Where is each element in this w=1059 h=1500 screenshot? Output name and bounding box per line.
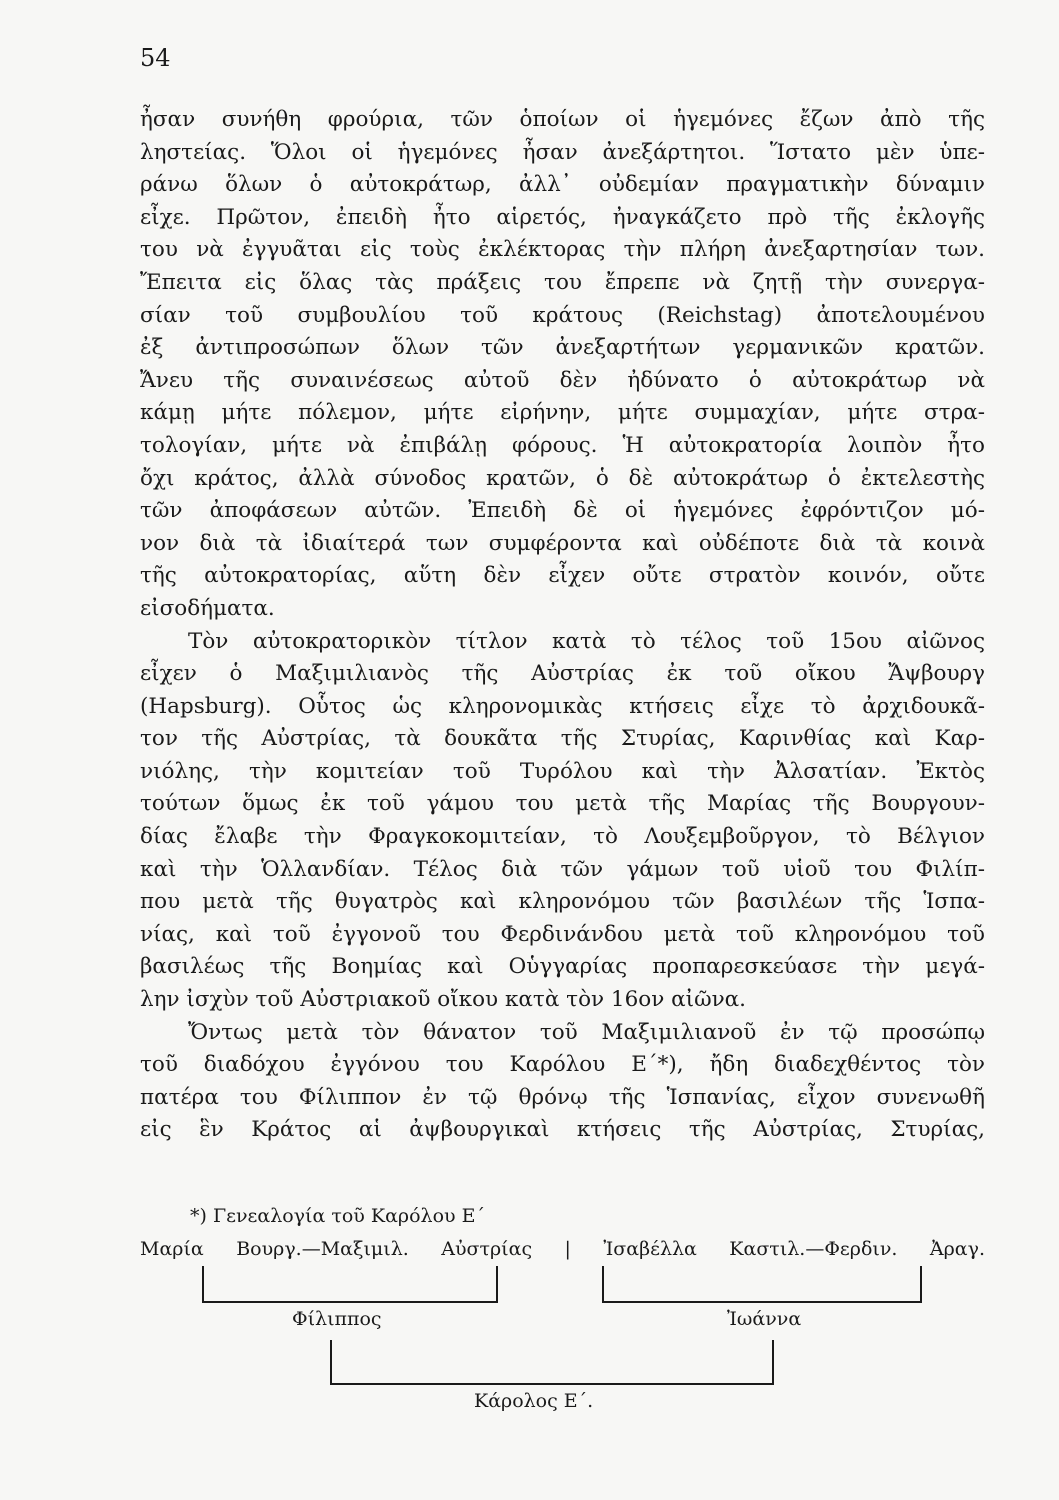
text-line: πατέρα του Φίλιππον ἐν τῷ θρόνῳ τῆς Ἱσπανίας, εἶχον συνενωθῆ	[140, 1084, 985, 1110]
tree-connector	[330, 1383, 774, 1385]
text-line: τολογίαν, μήτε νὰ ἐπιβάλῃ φόρους. Ἡ αὐτοκρατορία λοιπὸν ἦτο	[140, 432, 985, 458]
text-line: (Hapsburg). Οὗτος ὡς κληρονομικὰς κτήσεις εἶχε τὸ ἀρχιδουκᾶ-	[140, 693, 985, 719]
text-line: τούτων ὅμως ἐκ τοῦ γάμου του μετὰ τῆς Μαρίας τῆς Βουργουν-	[140, 791, 985, 817]
text-line: νίας, καὶ τοῦ ἐγγονοῦ του Φερδινάνδου μετὰ τοῦ κληρονόμου τοῦ	[140, 921, 985, 947]
tree-connector	[602, 1266, 604, 1302]
text-line: λην ἰσχὺν τοῦ Αὐστριακοῦ οἴκου κατὰ τὸν 16ον αἰῶνα.	[140, 987, 747, 1013]
text-line: ὄχι κράτος, ἀλλὰ σύνοδος κρατῶν, ὁ δὲ αὐτοκράτωρ ὁ ἐκτελεστὴς	[140, 465, 985, 491]
tree-connector	[772, 1340, 774, 1384]
text-line: τον τῆς Αὐστρίας, τὰ δουκᾶτα τῆς Στυρίας, Καρινθίας καὶ Καρ-	[140, 726, 985, 752]
text-line: τοῦ διαδόχου ἐγγόνου του Καρόλου Ε΄*), ἤδη διαδεχθέντος τὸν	[140, 1052, 985, 1078]
tree-connector	[202, 1266, 204, 1302]
genealogy-child-philip: Φίλιππος	[292, 1308, 382, 1330]
genealogy-grandchild-charles-v: Κάρολος Ε΄.	[474, 1390, 594, 1412]
tree-connector	[920, 1266, 922, 1302]
genealogy-child-joanna: Ἰωάννα	[727, 1308, 802, 1330]
text-line: βασιλέως τῆς Βοημίας καὶ Οὑγγαρίας προπαρεσκεύασε τὴν μεγά-	[140, 954, 985, 980]
text-line: Ἄνευ τῆς συναινέσεως αὐτοῦ δὲν ἠδύνατο ὁ αὐτοκράτωρ νὰ	[140, 367, 985, 393]
page-number: 54	[140, 44, 171, 72]
tree-connector	[602, 1301, 922, 1303]
footnote-heading: *) Γενεαλογία τοῦ Καρόλου Ε΄	[190, 1205, 485, 1227]
text-line: εἰσοδήματα.	[140, 595, 275, 621]
text-line: ἐξ ἀντιπροσώπων ὅλων τῶν ἀνεξαρτήτων γερμανικῶν κρατῶν.	[140, 335, 985, 361]
text-line: εἰς ἓν Κράτος αἱ ἀψβουργικαὶ κτήσεις τῆς Αὐστρίας, Στυρίας,	[140, 1117, 985, 1143]
text-line: Τὸν αὐτοκρατορικὸν τίτλον κατὰ τὸ τέλος τοῦ 15ου αἰῶνος	[188, 628, 985, 654]
text-line: κάμῃ μήτε πόλεμον, μήτε εἰρήνην, μήτε συμμαχίαν, μήτε στρα-	[140, 400, 985, 426]
tree-connector	[496, 1266, 498, 1302]
text-line: καὶ τὴν Ὁλλανδίαν. Τέλος διὰ τῶν γάμων τοῦ υἱοῦ του Φιλίπ-	[140, 856, 985, 882]
genealogy-parents-line: Μαρία Βουργ.—Μαξιμιλ. Αὐστρίας | Ἰσαβέλλα Καστιλ.—Φερδιν. Ἀραγ.	[140, 1238, 985, 1260]
text-line: νον διὰ τὰ ἰδιαίτερά των συμφέροντα καὶ οὐδέποτε διὰ τὰ κοινὰ	[140, 530, 985, 556]
text-line: νιόλης, τὴν κομιτείαν τοῦ Τυρόλου καὶ τὴν Ἀλσατίαν. Ἐκτὸς	[140, 758, 985, 784]
text-line: Ὄντως μετὰ τὸν θάνατον τοῦ Μαξιμιλιανοῦ ἐν τῷ προσώπῳ	[188, 1019, 985, 1045]
text-line: δίας ἔλαβε τὴν Φραγκοκομιτείαν, τὸ Λουξεμβοῦργον, τὸ Βέλγιον	[140, 824, 985, 850]
text-line: σίαν τοῦ συμβουλίου τοῦ κράτους (Reichstag) ἀποτελουμένου	[140, 302, 985, 328]
text-line: Ἔπειτα εἰς ὅλας τὰς πράξεις του ἔπρεπε νὰ ζητῇ τὴν συνεργα-	[140, 269, 985, 295]
text-line: ράνω ὅλων ὁ αὐτοκράτωρ, ἀλλ᾽ οὐδεμίαν πραγματικὴν δύναμιν	[140, 172, 985, 198]
tree-connector	[330, 1340, 332, 1384]
text-line: εἶχε. Πρῶτον, ἐπειδὴ ἦτο αἱρετός, ἠναγκάζετο πρὸ τῆς ἐκλογῆς	[140, 204, 985, 230]
text-line: που μετὰ τῆς θυγατρὸς καὶ κληρονόμου τῶν βασιλέων τῆς Ἱσπα-	[140, 889, 985, 915]
text-line: ἦσαν συνήθη φρούρια, τῶν ὁποίων οἱ ἡγεμόνες ἔζων ἀπὸ τῆς	[140, 107, 985, 132]
tree-connector	[202, 1301, 498, 1303]
text-line: τῶν ἀποφάσεων αὐτῶν. Ἐπειδὴ δὲ οἱ ἡγεμόνες ἐφρόντιζον μό-	[140, 498, 985, 524]
text-line: του νὰ ἐγγυᾶται εἰς τοὺς ἐκλέκτορας τὴν πλήρη ἀνεξαρτησίαν των.	[140, 237, 985, 263]
text-line: εἶχεν ὁ Μαξιμιλιανὸς τῆς Αὐστρίας ἐκ τοῦ οἴκου Ἄψβουργ	[140, 661, 985, 687]
text-line: ληστείας. Ὅλοι οἱ ἡγεμόνες ἦσαν ἀνεξάρτητοι. Ἵστατο μὲν ὑπε-	[140, 139, 985, 165]
text-line: τῆς αὐτοκρατορίας, αὕτη δὲν εἶχεν οὔτε στρατὸν κοινόν, οὔτε	[140, 563, 985, 589]
